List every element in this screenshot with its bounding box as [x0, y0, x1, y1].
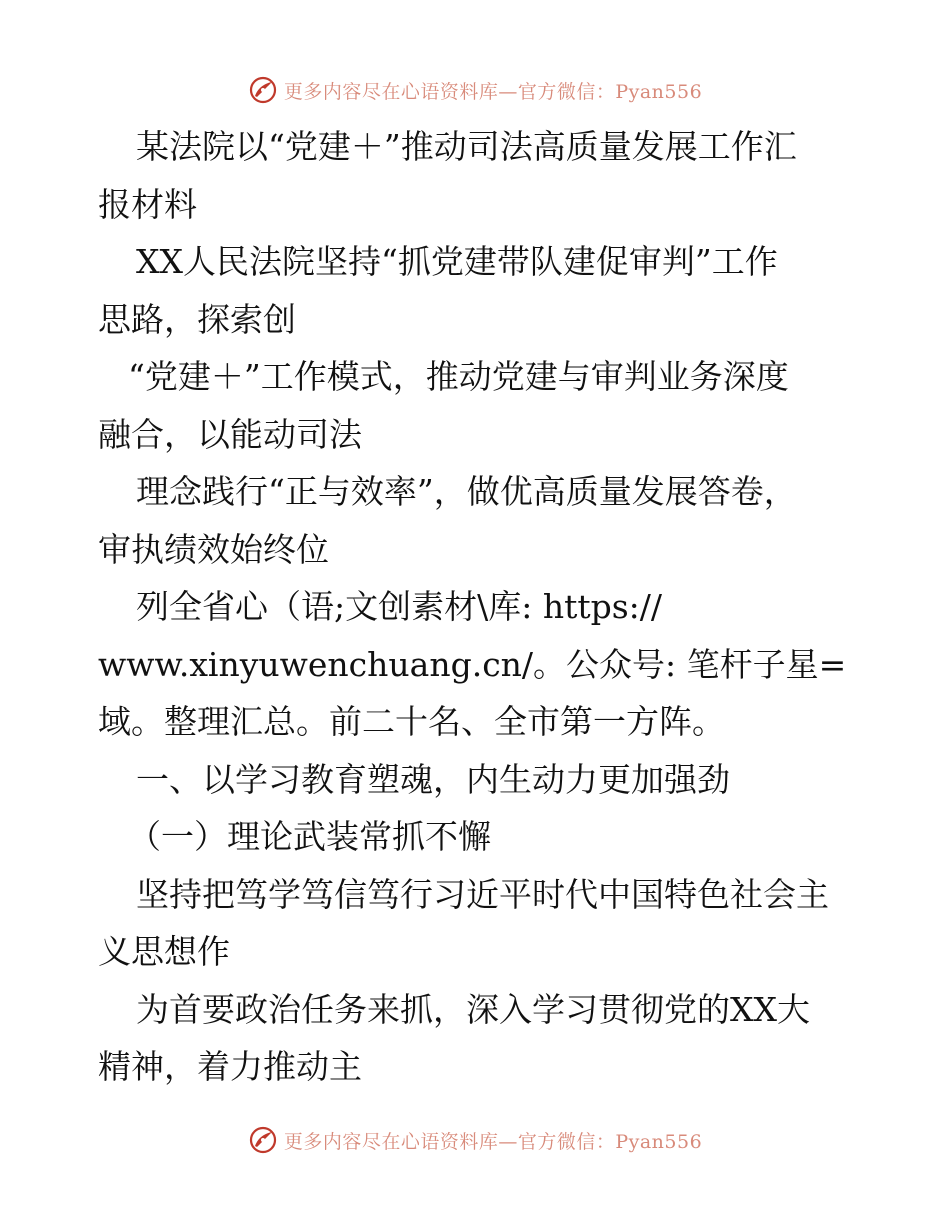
title-line-2: 报材料 [98, 184, 197, 224]
watermark-text: 更多内容尽在心语资料库—官方微信：Pyan556 [283, 1130, 703, 1153]
footer-watermark [0, 1120, 950, 1160]
paragraph-line: 为首要政治任务来抓，深入学习贯彻党的XX大 [136, 989, 810, 1029]
paragraph-line: 融合，以能动司法 [98, 414, 362, 454]
paragraph-line: 列全省心（语;文创素材\库: https:// [136, 587, 663, 626]
paragraph-line: 精神，着力推动主 [98, 1047, 362, 1086]
watermark-text: 更多内容尽在心语资料库—官方微信：Pyan556 [283, 80, 703, 103]
paragraph-line: XX人民法院坚持“抓党建带队建促审判”工作 [136, 242, 778, 281]
section-heading: 一、以学习教育塑魂，内生动力更加强劲 [136, 759, 730, 799]
paragraph-line: 理念践行“正与效率”，做优高质量发展答卷， [136, 472, 797, 511]
paragraph-line: 审执绩效始终位 [98, 529, 329, 569]
document-body [98, 118, 858, 1096]
paragraph-line: www.xinyuwenchuang.cn/。公众号: 笔杆子星= [98, 644, 847, 684]
paragraph-line: 义思想作 [98, 932, 230, 971]
header-watermark [0, 70, 950, 110]
brand-logo-icon [248, 75, 278, 105]
paragraph-line: “党建＋”工作模式，推动党建与审判业务深度 [128, 357, 789, 396]
paragraph-line: 域。整理汇总。前二十名、全市第一方阵。 [98, 702, 725, 741]
title-line-1: 某法院以“党建＋”推动司法高质量发展工作汇 [136, 127, 797, 166]
brand-logo-icon [248, 1125, 278, 1155]
subsection-heading: （一）理论武装常抓不懈 [128, 817, 491, 856]
paragraph-line: 坚持把笃学笃信笃行习近平时代中国特色社会主 [136, 874, 829, 914]
paragraph-line: 思路，探索创 [98, 299, 296, 339]
